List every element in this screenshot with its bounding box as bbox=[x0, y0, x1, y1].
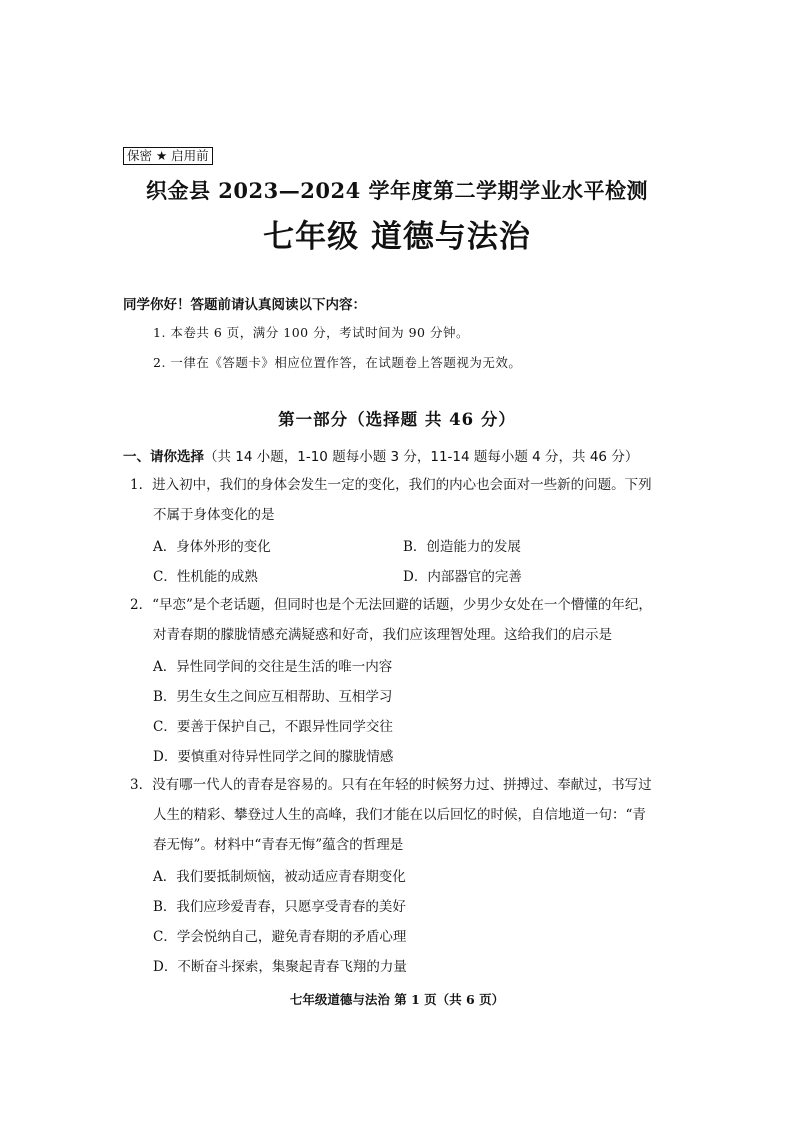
page-footer: 七年级道德与法治 第 1 页（共 6 页） bbox=[289, 992, 505, 1007]
question-1-option-b: B．创造能力的发展 bbox=[403, 539, 521, 555]
question-2-option-a: A．异性同学间的交往是生活的唯一内容 bbox=[153, 659, 393, 675]
question-3-line-2: 人生的精彩、攀登过人生的高峰，我们才能在以后回忆的时候，自信地道一句：“青 bbox=[153, 807, 646, 823]
section-instructions bbox=[123, 445, 638, 465]
confidential-label: 保密 ★ 启用前 bbox=[123, 147, 213, 165]
notice-heading: 同学你好！答题前请认真阅读以下内容： bbox=[123, 297, 366, 313]
question-1-line-1: 1．进入初中，我们的身体会发生一定的变化，我们的内心也会面对一些新的问题。下列 bbox=[130, 477, 652, 493]
question-1-option-c: C．性机能的成熟 bbox=[153, 569, 258, 585]
question-3-line-1: 3．没有哪一代人的青春是容易的。只有在年轻的时候努力过、拼搏过、奉献过，书写过 bbox=[130, 777, 652, 793]
section-rules: （共 14 小题，1-10 题每小题 3 分，11-14 题每小题 4 分，共 46 分） bbox=[204, 449, 639, 465]
exam-title: 织金县 2023—2024 学年度第二学期学业水平检测 bbox=[145, 178, 648, 203]
question-3-option-c: C．学会悦纳自己，避免青春期的矛盾心理 bbox=[153, 929, 407, 945]
question-2-line-2: 对青春期的朦胧情感充满疑惑和好奇，我们应该理智处理。这给我们的启示是 bbox=[153, 627, 612, 643]
question-2-option-c: C．要善于保护自己，不跟异性同学交往 bbox=[153, 719, 393, 735]
question-1-option-d: D．内部器官的完善 bbox=[403, 569, 522, 585]
question-2-line-1: 2．“早恋”是个老话题，但同时也是个无法回避的话题，少男少女处在一个懵懂的年纪， bbox=[130, 597, 652, 613]
subject-title: 七年级 道德与法治 bbox=[263, 219, 531, 255]
question-3-option-a: A．我们要抵制烦恼，被动适应青春期变化 bbox=[153, 869, 406, 885]
notice-item-2: 2. 一律在《答题卡》相应位置作答，在试题卷上答题视为无效。 bbox=[153, 355, 522, 370]
question-1-option-a: A．身体外形的变化 bbox=[153, 539, 271, 555]
question-1-line-2: 不属于身体变化的是 bbox=[153, 507, 275, 523]
question-3-option-d: D．不断奋斗探索，集聚起青春飞翔的力量 bbox=[153, 959, 407, 975]
notice-item-1: 1. 本卷共 6 页，满分 100 分，考试时间为 90 分钟。 bbox=[153, 325, 469, 340]
section-lead: 一、请你选择 bbox=[123, 449, 204, 465]
question-2-option-d: D．要慎重对待异性同学之间的朦胧情感 bbox=[153, 749, 394, 765]
part-title: 第一部分（选择题 共 46 分） bbox=[278, 410, 516, 429]
question-3-line-3: 春无悔”。材料中“青春无悔”蕴含的哲理是 bbox=[153, 837, 404, 853]
question-3-option-b: B．我们应珍爱青春，只愿享受青春的美好 bbox=[153, 899, 406, 915]
question-2-option-b: B．男生女生之间应互相帮助、互相学习 bbox=[153, 689, 393, 705]
